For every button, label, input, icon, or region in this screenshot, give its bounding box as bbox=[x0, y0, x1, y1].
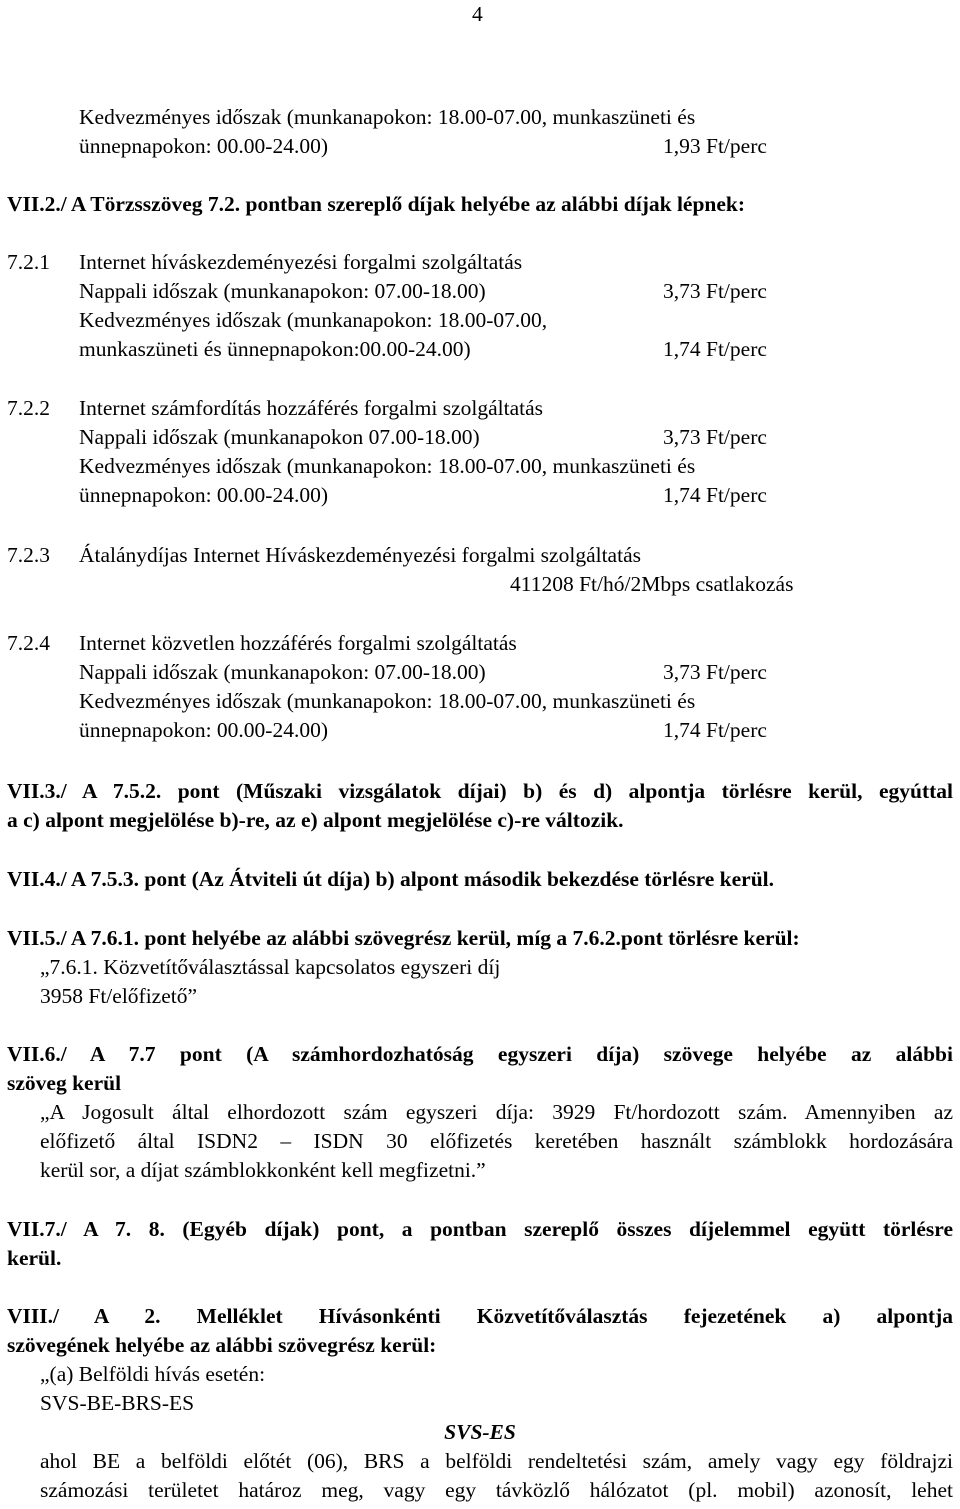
section-vii6-line-1: VII.6./ A 7.7 pont (A számhordozhatóság egyszeri díja) szövege helyébe az alábbi bbox=[7, 1042, 953, 1066]
discount-price-724: 1,74 Ft/perc bbox=[663, 718, 767, 742]
discount-period-724-line-2: ünnepnapokon: 00.00-24.00) bbox=[79, 718, 329, 742]
discount-period-722-line-2: ünnepnapokon: 00.00-24.00) bbox=[79, 483, 329, 507]
section-vii6-quote-line-3: kerül sor, a díjat számblokkonként kell megfizetni.” bbox=[40, 1158, 486, 1182]
day-period-721: Nappali időszak (munkanapokon: 07.00-18.00) bbox=[79, 279, 486, 303]
section-vii6-line-2: szöveg kerül bbox=[7, 1071, 122, 1095]
flat-rate-price-723: 411208 Ft/hó/2Mbps csatlakozás bbox=[510, 572, 794, 596]
day-price-724: 3,73 Ft/perc bbox=[663, 660, 767, 684]
day-price-721: 3,73 Ft/perc bbox=[663, 279, 767, 303]
section-vii3-line-2: a c) alpont megjelölése b)-re, az e) alpont megjelölése c)-re változik. bbox=[7, 808, 624, 832]
section-viii-quote-line-5: számozási területet határoz meg, vagy egy távközlő hálózatot (pl. mobil) azonosít, lehet bbox=[40, 1478, 953, 1502]
discount-period-724-line-1: Kedvezményes időszak (munkanapokon: 18.00-07.00, munkaszüneti és bbox=[79, 689, 696, 713]
discount-period-722-line-1: Kedvezményes időszak (munkanapokon: 18.00-07.00, munkaszüneti és bbox=[79, 454, 696, 478]
page-number: 4 bbox=[472, 2, 483, 26]
section-viii-quote-line-4: ahol BE a belföldi előtét (06), BRS a belföldi rendeltetési szám, amely vagy egy földrajzi bbox=[40, 1449, 953, 1473]
day-price-722: 3,73 Ft/perc bbox=[663, 425, 767, 449]
item-title-721: Internet híváskezdeményezési forgalmi szolgáltatás bbox=[79, 250, 523, 274]
item-number-723: 7.2.3 bbox=[7, 543, 50, 567]
discount-period-line-2: ünnepnapokon: 00.00-24.00) bbox=[79, 134, 329, 158]
item-number-724: 7.2.4 bbox=[7, 631, 50, 655]
section-viii-quote-line-3: SVS-ES bbox=[444, 1420, 516, 1444]
item-title-722: Internet számfordítás hozzáférés forgalmi szolgáltatás bbox=[79, 396, 544, 420]
section-vii5-quote-line-1: „7.6.1. Közvetítőválasztással kapcsolatos egyszeri díj bbox=[40, 955, 501, 979]
section-viii-line-1: VIII./ A 2. Melléklet Hívásonkénti Közvetítőválasztás fejezetének a) alpontja bbox=[7, 1304, 953, 1328]
section-viii-quote-line-1: „(a) Belföldi hívás esetén: bbox=[40, 1362, 266, 1386]
item-title-724: Internet közvetlen hozzáférés forgalmi szolgáltatás bbox=[79, 631, 517, 655]
section-vii4: VII.4./ A 7.5.3. pont (Az Átviteli út díja) b) alpont második bekezdése törlésre kerül. bbox=[7, 867, 775, 891]
day-period-724: Nappali időszak (munkanapokon: 07.00-18.00) bbox=[79, 660, 486, 684]
item-number-722: 7.2.2 bbox=[7, 396, 50, 420]
item-title-723: Átalánydíjas Internet Híváskezdeményezési forgalmi szolgáltatás bbox=[79, 543, 641, 567]
discount-price-721: 1,74 Ft/perc bbox=[663, 337, 767, 361]
section-vii7-line-2: kerül. bbox=[7, 1246, 62, 1270]
section-vii6-quote-line-1: „A Jogosult által elhordozott szám egyszeri díja: 3929 Ft/hordozott szám. Amennyiben az bbox=[40, 1100, 953, 1124]
discount-period-line-1: Kedvezményes időszak (munkanapokon: 18.00-07.00, munkaszüneti és bbox=[79, 105, 696, 129]
discount-price-722: 1,74 Ft/perc bbox=[663, 483, 767, 507]
section-vii3-line-1: VII.3./ A 7.5.2. pont (Műszaki vizsgálatok díjai) b) és d) alpontja törlésre kerül, egyúttal bbox=[7, 779, 953, 803]
discount-price: 1,93 Ft/perc bbox=[663, 134, 767, 158]
section-viii-quote-line-2: SVS-BE-BRS-ES bbox=[40, 1391, 195, 1415]
section-vii6-quote-line-2: előfizető által ISDN2 – ISDN 30 előfizetés keretében használt számblokk hordozására bbox=[40, 1129, 953, 1153]
section-vii5-heading: VII.5./ A 7.6.1. pont helyébe az alábbi szövegrész kerül, míg a 7.6.2.pont törlésre kerül: bbox=[7, 926, 800, 950]
item-number-721: 7.2.1 bbox=[7, 250, 50, 274]
section-viii-line-2: szövegének helyébe az alábbi szövegrész kerül: bbox=[7, 1333, 437, 1357]
section-vii7-line-1: VII.7./ A 7. 8. (Egyéb díjak) pont, a pontban szereplő összes díjelemmel együtt törlésre bbox=[7, 1217, 953, 1241]
discount-period-721-line-2: munkaszüneti és ünnepnapokon:00.00-24.00) bbox=[79, 337, 471, 361]
day-period-722: Nappali időszak (munkanapokon 07.00-18.00) bbox=[79, 425, 480, 449]
section-vii5-quote-line-2: 3958 Ft/előfizető” bbox=[40, 984, 198, 1008]
section-heading-vii2: VII.2./ A Törzsszöveg 7.2. pontban szereplő díjak helyébe az alábbi díjak lépnek: bbox=[7, 192, 746, 216]
discount-period-721-line-1: Kedvezményes időszak (munkanapokon: 18.00-07.00, bbox=[79, 308, 548, 332]
